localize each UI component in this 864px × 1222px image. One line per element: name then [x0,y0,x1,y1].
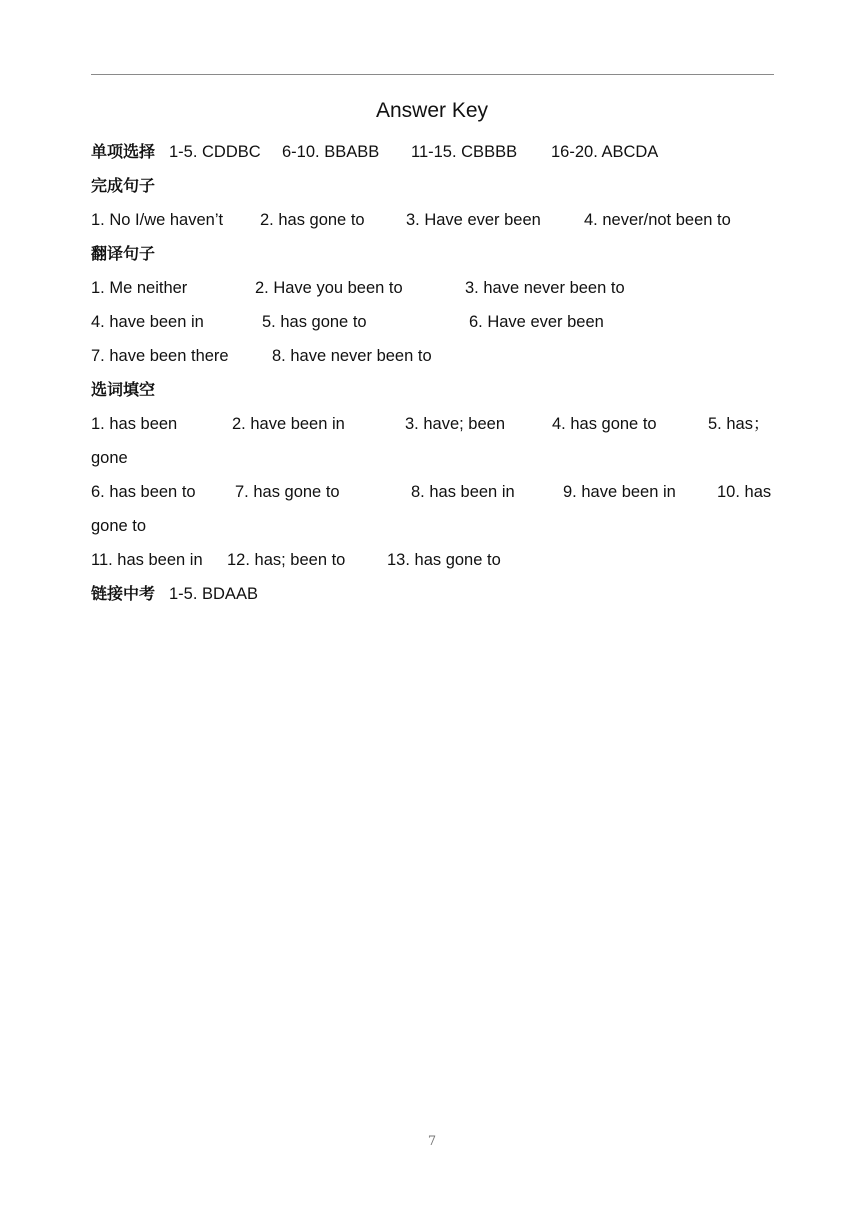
answer-translate-3: 3. have never been to [465,279,625,297]
answer-choose-12: 12. has; been to [227,551,346,569]
answer-choose-3: 3. have; been [405,415,505,433]
page-title: Answer Key [375,99,489,122]
section-label-complete-sentences: 完成句子 [91,176,156,195]
answer-exam-link-1: 1-5. BDAAB [169,585,258,603]
answer-translate-8: 8. have never been to [272,347,432,365]
answer-choose-4: 4. has gone to [552,415,657,433]
page-number: 7 [427,1134,437,1149]
answer-choose-10-cont: gone to [91,517,147,535]
answer-choose-11: 11. has been in [91,551,203,569]
answer-translate-4: 4. have been in [91,313,204,331]
answer-choose-7: 7. has gone to [235,483,340,501]
answer-choose-8: 8. has been in [411,483,515,501]
section-label-exam-link: 链接中考 [91,584,156,603]
answer-complete-1: 1. No I/we haven’t [91,211,224,229]
answer-single-choice-3: 11-15. CBBBB [411,143,518,161]
answer-translate-2: 2. Have you been to [255,279,403,297]
answer-choose-6: 6. has been to [91,483,196,501]
header-rule [91,74,774,75]
answer-complete-4: 4. never/not been to [584,211,731,229]
answer-choose-5-cont: gone [91,449,128,467]
answer-choose-2: 2. have been in [232,415,345,433]
answer-choose-5: 5. has； [708,415,770,433]
section-label-choose-words: 选词填空 [91,380,156,399]
answer-choose-1: 1. has been [91,415,178,433]
answer-choose-9: 9. have been in [563,483,676,501]
answer-translate-7: 7. have been there [91,347,229,365]
answer-complete-3: 3. Have ever been [406,211,541,229]
answer-choose-13: 13. has gone to [387,551,501,569]
answer-translate-6: 6. Have ever been [469,313,604,331]
answer-single-choice-2: 6-10. BBABB [282,143,380,161]
answer-complete-2: 2. has gone to [260,211,365,229]
section-label-translate-sentences: 翻译句子 [91,244,156,263]
answer-translate-5: 5. has gone to [262,313,367,331]
answer-single-choice-4: 16-20. ABCDA [551,143,659,161]
answer-translate-1: 1. Me neither [91,279,188,297]
section-label-single-choice: 单项选择 [91,142,156,161]
answer-choose-10: 10. has [717,483,772,501]
answer-single-choice-1: 1-5. CDDBC [169,143,261,161]
